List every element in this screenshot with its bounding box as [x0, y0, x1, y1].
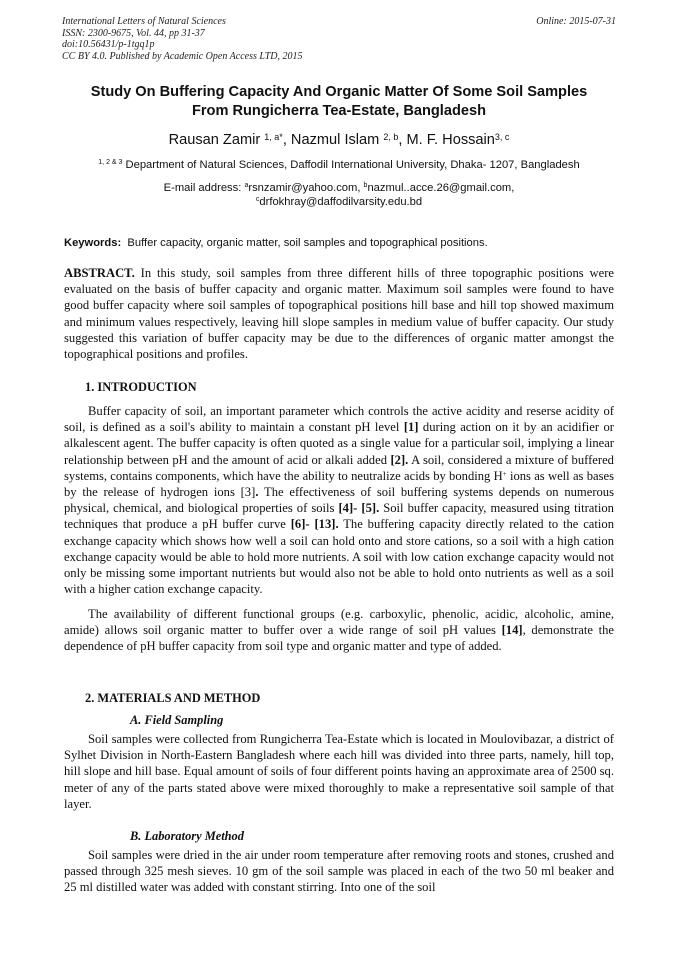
citation: [4]- [5].	[338, 501, 380, 516]
keywords-text: Buffer capacity, organic matter, soil samples and topographical positions.	[127, 237, 488, 249]
journal-doi[interactable]: doi:10.56431/p-1tgq1p	[62, 39, 155, 50]
text-run: The buffering capacity directly related to the cation exchange capacity which shows how well a soil can hold onto and store cations, so a soil with a high cation exchange capacity would be able to hold more nutrients. A soil with low cation exchange capacity would not only be missing some important nutrients but would also not be able to hold onto nutrients as well as a soil with a higher cation exchange capacity.	[64, 517, 614, 597]
section-heading-introduction: 1. INTRODUCTION	[85, 380, 197, 394]
subsection-field-sampling: A. Field Sampling	[130, 713, 224, 727]
text-run: Buffer capacity of soil, an important parameter which controls the active acidity and reserse acidity of soil, is defined as a soil's ability to maintain a constant pH level	[64, 404, 614, 435]
text-run: Soil buffer capacity, measured using titration techniques that produce a pH buffer curve	[64, 501, 614, 532]
affiliation	[40, 158, 638, 172]
keywords-label: Keywords:	[64, 237, 122, 249]
journal-header	[62, 16, 616, 62]
abstract-text: In this study, soil samples from three different hills of three topographic positions were evaluated on the basis of buffer capacity and organic matter. Maximum soil samples were found to have good buffer capacity where soil samples of topographical positions hill base and hill top showed maximum and minimum values respectively, leaving hill slope samples in medium value of buffer capacity. Our study suggested this variation of buffer capacity may be due to the differences of organic matter amongst the topographical positions and profiles.	[64, 266, 614, 362]
author-list	[40, 131, 638, 149]
author-name: M. F. Hossain	[406, 132, 495, 148]
email-line-1	[40, 181, 638, 195]
intro-paragraph-1	[64, 403, 614, 597]
section-heading-methods: 2. MATERIALS AND METHOD	[85, 691, 261, 705]
author-name: Rausan Zamir	[168, 132, 261, 148]
citation: [1]	[403, 420, 419, 435]
affiliation-sup: 1, 2 & 3	[98, 159, 123, 166]
author-sup: 3, c	[494, 132, 510, 142]
citation: [2].	[390, 452, 409, 467]
subsection-laboratory-method: B. Laboratory Method	[130, 829, 244, 843]
text-run: , demonstrate the dependence of pH buffer capacity from soil type and organic matter and type of added.	[64, 623, 614, 654]
email-line-2	[40, 195, 638, 209]
field-sampling-paragraph: Soil samples were collected from Rungicherra Tea-Estate which is located in Moulovibazar, a district of Sylhet Division in North-Eastern Bangladesh where each hill was divided into three parts, namely, hill top, hill slope and hill base. Equal amount of soils of four different points having an approximate area of 2500 sq. meter of any of the parts stated above were mixed thoroughly to make a representative soil sample of that layer.	[64, 732, 614, 811]
paper-title	[40, 83, 638, 121]
journal-license: CC BY 4.0. Published by Academic Open Access LTD, 2015	[62, 50, 303, 62]
email-sup: b	[363, 182, 368, 189]
author-sup: 1, a*	[264, 132, 283, 142]
author-name: Nazmul Islam	[290, 132, 380, 148]
text-run: The effectiveness of soil buffering systems depends on numerous physical, chemical, and biological properties of soils	[64, 485, 615, 516]
title-line-2: From Rungicherra Tea-Estate, Bangladesh	[191, 103, 487, 119]
citation: [14]	[501, 623, 523, 638]
email-c[interactable]: drfokhray@daffodilvarsity.edu.bd	[259, 196, 423, 208]
keywords	[64, 236, 624, 250]
online-date: Online: 2015-07-31	[536, 16, 616, 27]
text-run: The availability of different functional groups (e.g. carboxylic, phenolic, acidic, alcoholic, amine, amide) allows soil organic matter to buffer over a wide range of soil pH values	[64, 607, 614, 638]
title-line-1: Study On Buffering Capacity And Organic Matter Of Some Soil Samples	[90, 84, 588, 100]
affiliation-text: Department of Natural Sciences, Daffodil International University, Dhaka- 1207, Bangladesh	[125, 159, 580, 171]
text-run: ions as well as bases by the release of hydrogen ions [3]	[64, 468, 614, 500]
abstract	[64, 265, 614, 362]
email-a[interactable]: rsnzamir@yahoo.com,	[248, 182, 364, 194]
citation: [6]- [13].	[290, 517, 339, 532]
intro-paragraph-2	[64, 606, 614, 655]
journal-name: International Letters of Natural Sciences	[62, 16, 226, 27]
email-sup: a	[244, 182, 249, 189]
email-label: E-mail address:	[163, 182, 245, 194]
author-separator: ,	[282, 132, 291, 148]
email-sup: c	[255, 196, 260, 203]
journal-issn: ISSN: 2300-9675, Vol. 44, pp 31-37	[62, 27, 205, 39]
email-block	[40, 181, 638, 209]
superscript: +	[502, 469, 507, 478]
text-run: A soil, considered a mixture of buffered systems, contains components, which have the ability to neutralize acids by bonding H	[64, 452, 614, 483]
email-b[interactable]: nazmul..acce.26@gmail.com,	[367, 182, 515, 194]
text-run: .	[255, 485, 259, 500]
author-sup: 2, b	[383, 132, 399, 142]
laboratory-method-paragraph: Soil samples were dried in the air under room temperature after removing roots and stones, crushed and passed through 325 mesh sieves. 10 gm of the soil sample was placed in each of the two 50 ml beaker and 25 ml distilled water was added with constant stirring. Into one of the soil	[64, 848, 614, 895]
text-run: during action on it by an acidifier or alkalescent agent. The buffer capacity is often quoted as a single value for a particular soil, implying a linear relationship between pH and the amount of acid or alkali added	[64, 420, 614, 467]
abstract-label: ABSTRACT.	[64, 266, 135, 280]
author-separator: ,	[398, 132, 407, 148]
